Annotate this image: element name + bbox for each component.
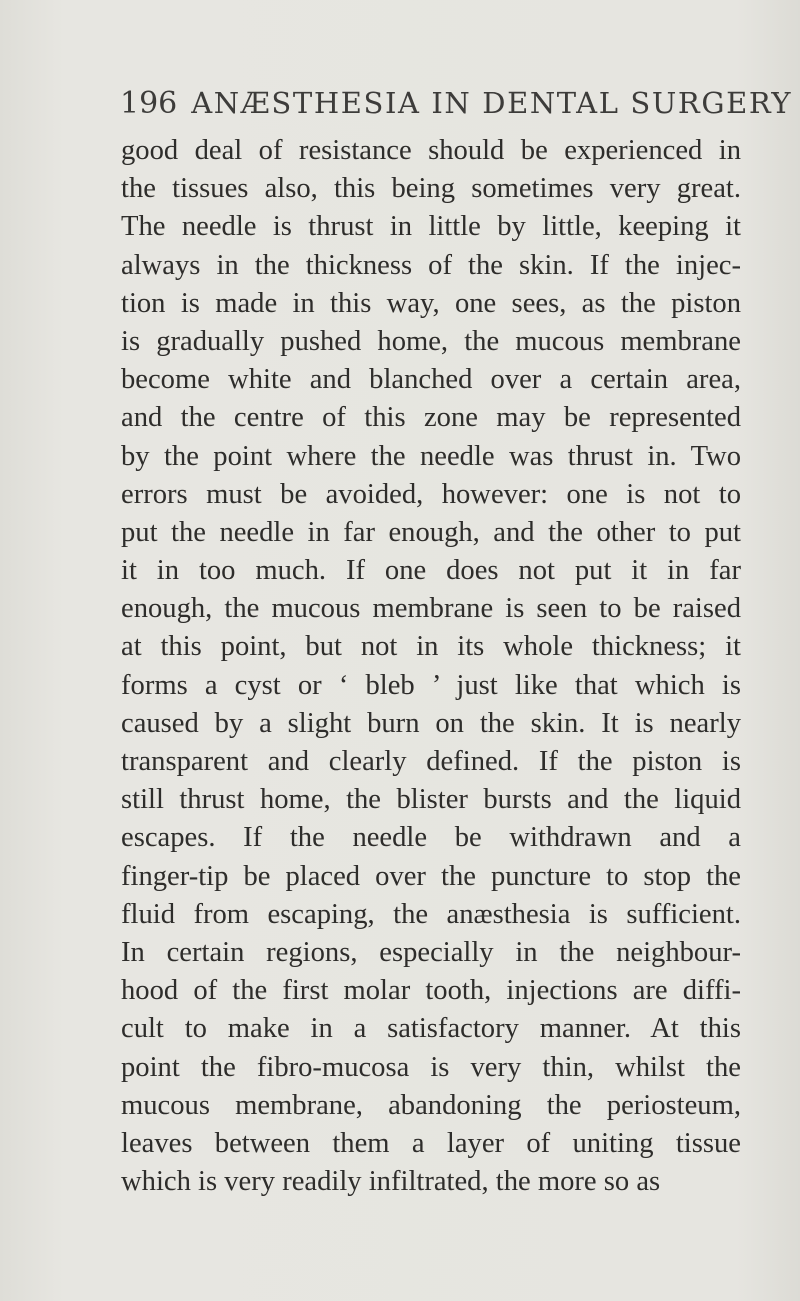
text-line: hood of the first molar tooth, injections are diffi- bbox=[121, 975, 741, 1007]
text-line: The needle is thrust in little by little, keeping it bbox=[121, 211, 741, 243]
body-text bbox=[121, 132, 741, 1201]
text-line: put the needle in far enough, and the other to put bbox=[121, 516, 741, 548]
text-line: point the fibro-mucosa is very thin, whilst the bbox=[121, 1051, 741, 1083]
text-line: it in too much. If one does not put it in far bbox=[121, 555, 741, 587]
text-line: good deal of resistance should be experienced in bbox=[121, 135, 741, 166]
text-line: still thrust home, the blister bursts and the liquid bbox=[121, 784, 741, 816]
text-line: the tissues also, this being sometimes very great. bbox=[121, 173, 741, 205]
text-line: caused by a slight burn on the skin. It is nearly bbox=[121, 707, 741, 739]
text-line: which is very readily infiltrated, the more so as bbox=[121, 1166, 661, 1198]
text-line: at this point, but not in its whole thickness; it bbox=[121, 631, 741, 663]
text-line: tion is made in this way, one sees, as the piston bbox=[121, 287, 741, 319]
text-line: by the point where the needle was thrust in. Two bbox=[121, 440, 741, 472]
text-line: escapes. If the needle be withdrawn and a bbox=[121, 822, 741, 854]
text-line: fluid from escaping, the anæsthesia is sufficient. bbox=[121, 898, 741, 930]
running-head bbox=[120, 86, 800, 130]
text-line: always in the thickness of the skin. If the injec- bbox=[121, 249, 741, 281]
text-line: forms a cyst or ‘ bleb ’ just like that which is bbox=[121, 669, 741, 701]
text-line: become white and blanched over a certain area, bbox=[121, 364, 741, 396]
text-line: cult to make in a satisfactory manner. At this bbox=[121, 1013, 741, 1045]
text-line: enough, the mucous membrane is seen to be raised bbox=[121, 593, 741, 625]
text-line: mucous membrane, abandoning the periosteum, bbox=[121, 1089, 741, 1121]
text-line: errors must be avoided, however: one is not to bbox=[121, 478, 741, 510]
text-line: and the centre of this zone may be represented bbox=[121, 402, 741, 434]
text-line: is gradually pushed home, the mucous membrane bbox=[121, 325, 741, 357]
text-line: transparent and clearly defined. If the piston is bbox=[121, 746, 741, 777]
running-title: ANÆSTHESIA IN DENTAL SURGERY bbox=[191, 86, 793, 120]
text-line: finger-tip be placed over the puncture to stop the bbox=[121, 860, 741, 892]
text-line: In certain regions, especially in the neighbour- bbox=[121, 936, 741, 968]
page-number: 196 bbox=[120, 86, 178, 121]
text-line: leaves between them a layer of uniting tissue bbox=[121, 1127, 741, 1159]
